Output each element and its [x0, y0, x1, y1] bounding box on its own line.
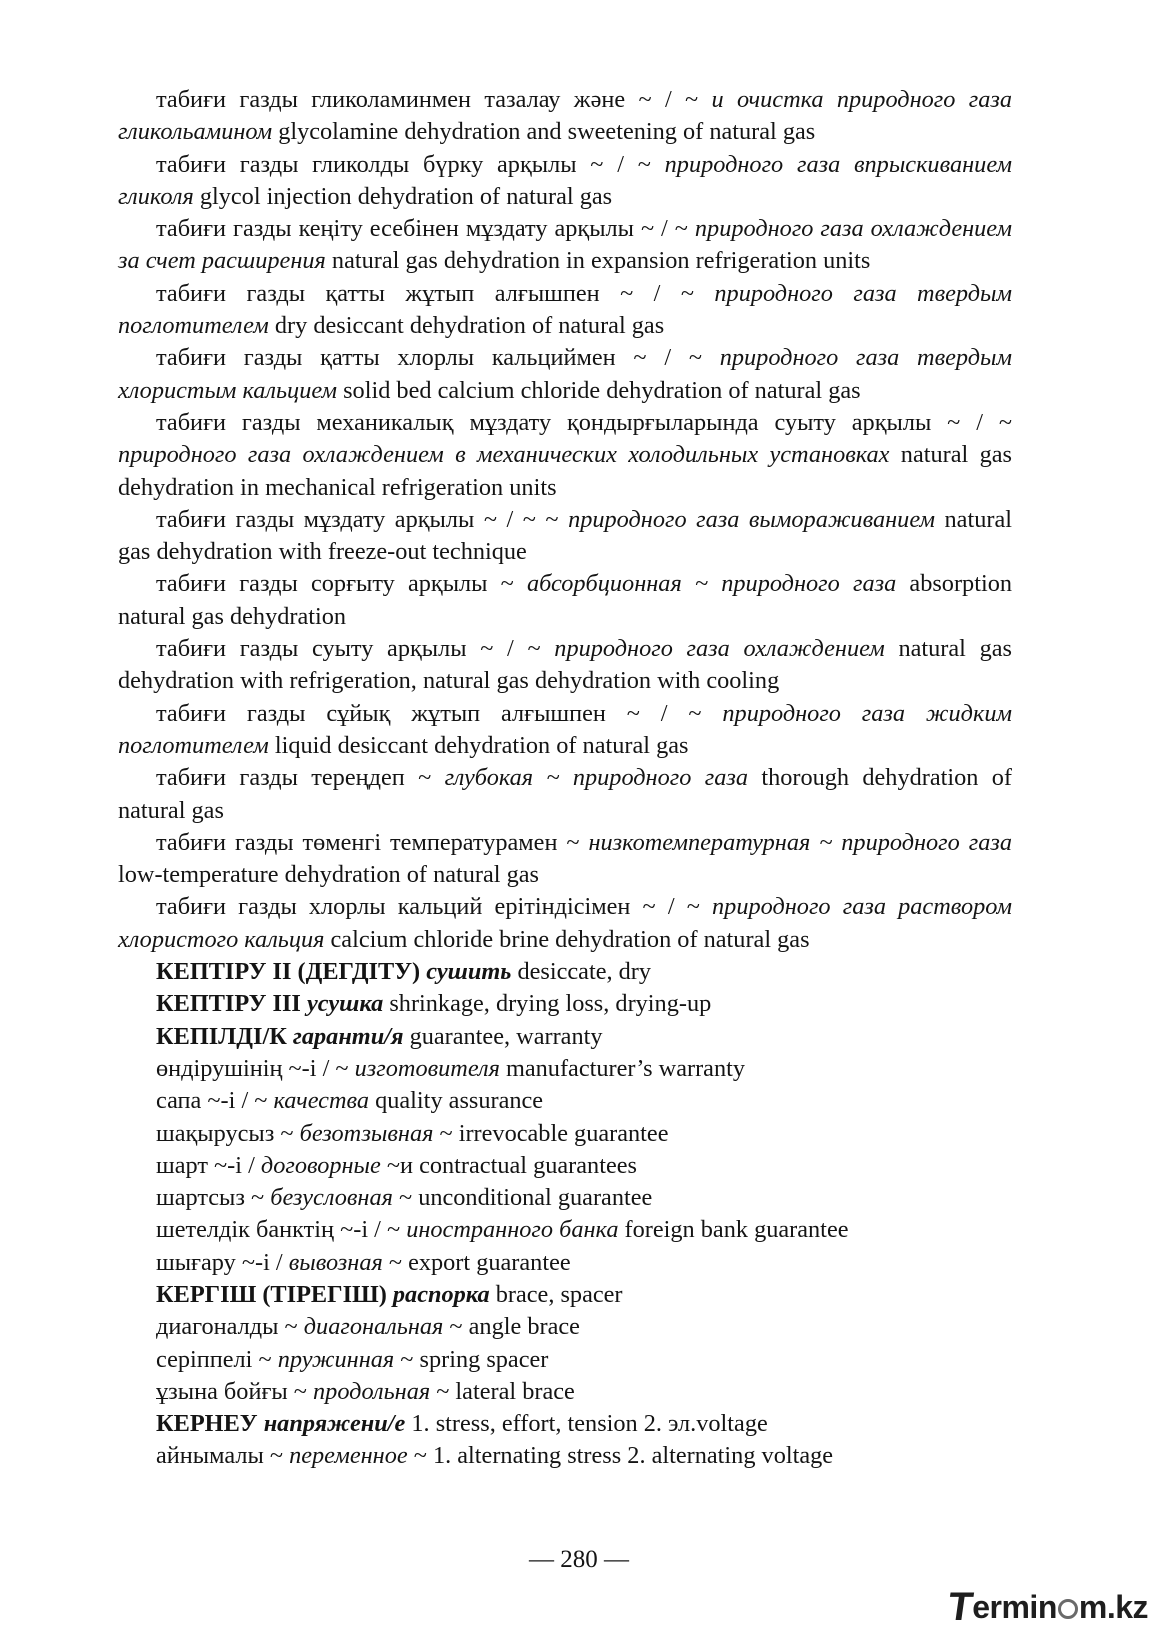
entry-text: диагоналды ~ — [156, 1313, 304, 1341]
russian-headword: сушить — [426, 958, 512, 986]
russian-headword: гаранти/я — [292, 1022, 404, 1050]
dictionary-entry — [118, 988, 1012, 1020]
russian-headword: распорка — [392, 1280, 490, 1308]
entry-text: табиғи газды тереңдеп ~ — [156, 764, 445, 792]
dictionary-entry — [118, 1214, 1012, 1246]
entry-text: guarantee, warranty — [403, 1022, 603, 1050]
dictionary-entry — [118, 1247, 1012, 1279]
entry-text: табиғи газды қатты жұтып алғышпен ~ / ~ — [156, 279, 715, 307]
russian-term: безусловная — [270, 1184, 393, 1212]
russian-term: природного газа впрыскиванием гликоля — [118, 150, 1012, 210]
russian-term: пружинная — [277, 1345, 395, 1373]
russian-headword: усушка — [306, 990, 384, 1018]
site-watermark-logo — [945, 1584, 1148, 1629]
entry-text: shrinkage, drying loss, drying-up — [383, 990, 712, 1018]
entry-text: ~ 1. alternating stress 2. alternating voltage — [407, 1442, 834, 1470]
russian-term: природного газа твердым поглотителем — [118, 279, 1012, 340]
russian-headword: напряжени/е — [263, 1410, 406, 1438]
russian-term: безотзывная — [299, 1119, 434, 1147]
watermark-letter-t: T — [945, 1584, 976, 1629]
russian-term: качества — [273, 1087, 370, 1115]
entry-text: ~ spring spacer — [394, 1345, 549, 1373]
entry-text: ~ angle brace — [443, 1313, 580, 1341]
watermark-ring-icon — [1058, 1599, 1078, 1619]
russian-term: и очистка природного газа гликольамином — [118, 86, 1012, 146]
dictionary-entry — [118, 342, 1012, 407]
entry-text: dry desiccant dehydration of natural gas — [268, 312, 665, 340]
entry-text: calcium chloride brine dehydration of natural gas — [324, 925, 810, 953]
entry-text: solid bed calcium chloride dehydration of natural gas — [337, 376, 861, 404]
entry-text: natural gas dehydration in expansion refrigeration units — [325, 247, 871, 275]
entry-text: natural gas dehydration with refrigeration, natural gas dehydration with cooling — [118, 635, 1012, 695]
entry-text: табиғи газды механикалық мұздату қондырғыларында суыту арқылы ~ / ~ — [156, 408, 1012, 436]
russian-term: продольная — [313, 1377, 431, 1405]
dictionary-entry — [118, 1053, 1012, 1085]
entry-text: серіппелі ~ — [156, 1345, 278, 1373]
entry-text: табиғи газды төменгі температурамен ~ — [156, 828, 589, 856]
entry-text: шарт ~-і / — [156, 1151, 261, 1179]
russian-term: низкотемпературная ~ природного газа — [588, 828, 1012, 856]
kazakh-headword: КЕПТІРУ III — [156, 990, 307, 1018]
entry-text: ~ export guarantee — [382, 1248, 571, 1276]
dictionary-entry — [118, 827, 1012, 892]
entry-text: natural gas dehydration with freeze-out technique — [118, 505, 1012, 566]
entry-text: өндірушінің ~-і / ~ — [156, 1054, 355, 1082]
dictionary-entry — [118, 891, 1012, 956]
kazakh-headword: КЕПІЛДІ/К — [156, 1022, 293, 1050]
entry-text: табиғи газды кеңіту есебінен мұздату арқылы ~ / ~ — [156, 215, 695, 243]
entry-text: табиғи газды мұздату арқылы ~ / ~ ~ — [156, 505, 569, 533]
dictionary-entry — [118, 633, 1012, 698]
dictionary-entries — [118, 84, 1012, 1473]
entry-text: сапа ~-і / ~ — [156, 1087, 274, 1115]
page-number: — 280 — — [529, 1546, 629, 1573]
entry-text: glycolamine dehydration and sweetening of natural gas — [272, 118, 816, 146]
russian-term: иностранного банка — [406, 1216, 619, 1244]
entry-text: табиғи газды гликоламинмен тазалау және ~ / ~ — [156, 86, 712, 113]
dictionary-entry — [118, 1440, 1012, 1472]
dictionary-entry — [118, 1085, 1012, 1117]
russian-term: природного газа охлаждением в механических холодильных установках — [118, 441, 890, 469]
dictionary-entry — [118, 1182, 1012, 1214]
dictionary-entry — [118, 568, 1012, 633]
entry-text: brace, spacer — [489, 1280, 623, 1308]
dictionary-entry — [118, 1118, 1012, 1150]
entry-text: liquid desiccant dehydration of natural gas — [268, 731, 689, 759]
russian-term: природного газа раствором хлористого кальция — [118, 893, 1012, 953]
entry-text: quality assurance — [369, 1087, 544, 1115]
russian-term: природного газа вымораживанием — [568, 505, 936, 533]
dictionary-entry — [118, 956, 1012, 988]
russian-term: вывозная — [288, 1248, 383, 1276]
entry-text: айнымалы ~ — [156, 1442, 290, 1470]
dictionary-entry — [118, 407, 1012, 504]
entry-text: табиғи газды хлорлы кальций ерітіндісімен ~ / ~ — [156, 893, 713, 921]
entry-text: шығару ~-і / — [156, 1248, 289, 1276]
dictionary-entry — [118, 213, 1012, 278]
entry-text: low-temperature dehydration of natural gas — [118, 861, 539, 889]
dictionary-entry — [118, 1311, 1012, 1343]
russian-term: природного газа твердым хлористым кальцием — [118, 344, 1012, 404]
entry-text: ~и contractual guarantees — [380, 1151, 637, 1179]
entry-text: natural gas dehydration in mechanical refrigeration units — [118, 441, 1012, 501]
russian-term: природного газа охлаждением за счет расширения — [118, 215, 1012, 275]
kazakh-headword: КЕПТІРУ II (ДЕГДІТУ) — [156, 958, 427, 986]
entry-text: ұзына бойғы ~ — [156, 1377, 314, 1405]
dictionary-entry — [118, 84, 1012, 149]
dictionary-entry — [118, 1279, 1012, 1311]
entry-text: thorough dehydration of natural gas — [118, 764, 1012, 824]
russian-term: природного газа охлаждением — [554, 635, 885, 663]
kazakh-headword: КЕРГІШ (ТІРЕГІШ) — [156, 1280, 393, 1308]
entry-text: табиғи газды сұйық жұтып алғышпен ~ / ~ — [156, 699, 723, 727]
entry-text: табиғи газды гликолды бүрку арқылы ~ / ~ — [156, 150, 665, 178]
dictionary-entry — [118, 278, 1012, 343]
entry-text: табиғи газды суыту арқылы ~ / ~ — [156, 635, 555, 663]
russian-term: глубокая ~ природного газа — [444, 764, 748, 792]
dictionary-entry — [118, 1021, 1012, 1053]
watermark-text-part2: m.kz — [1078, 1588, 1148, 1625]
dictionary-entry — [118, 1150, 1012, 1182]
dictionary-entry — [118, 1376, 1012, 1408]
watermark-text-part1: ermin — [972, 1588, 1057, 1625]
russian-term: изготовителя — [354, 1054, 500, 1082]
dictionary-entry — [118, 1408, 1012, 1440]
entry-text: табиғи газды сорғыту арқылы ~ — [156, 570, 527, 598]
dictionary-entry — [118, 698, 1012, 763]
russian-term: природного газа жидким поглотителем — [118, 699, 1012, 759]
dictionary-entry — [118, 504, 1012, 569]
russian-term: договорные — [260, 1151, 381, 1179]
russian-term: переменное — [289, 1442, 408, 1470]
dictionary-entry — [118, 1344, 1012, 1376]
dictionary-entry — [118, 762, 1012, 827]
entry-text: foreign bank guarantee — [618, 1216, 849, 1244]
entry-text: ~ irrevocable guarantee — [433, 1119, 669, 1147]
russian-term: диагональная — [303, 1313, 444, 1341]
entry-text: шетелдік банктің ~-і / ~ — [156, 1216, 407, 1244]
entry-text: ~ unconditional guarantee — [392, 1184, 653, 1212]
entry-text: desiccate, dry — [511, 958, 652, 986]
entry-text: 1. stress, effort, tension 2. эл.voltage — [405, 1410, 768, 1438]
dictionary-entry — [118, 149, 1012, 214]
entry-text: шақырусыз ~ — [156, 1119, 300, 1147]
entry-text: ~ lateral brace — [430, 1377, 575, 1405]
entry-text: табиғи газды қатты хлорлы кальциймен ~ / ~ — [156, 344, 720, 372]
entry-text: absorption natural gas dehydration — [118, 570, 1012, 630]
entry-text: glycol injection dehydration of natural gas — [193, 182, 613, 210]
russian-term: абсорбционная ~ природного газа — [527, 570, 897, 598]
kazakh-headword: КЕРНЕУ — [156, 1410, 264, 1438]
entry-text: manufacturer’s warranty — [499, 1054, 746, 1082]
entry-text: шартсыз ~ — [156, 1184, 271, 1212]
